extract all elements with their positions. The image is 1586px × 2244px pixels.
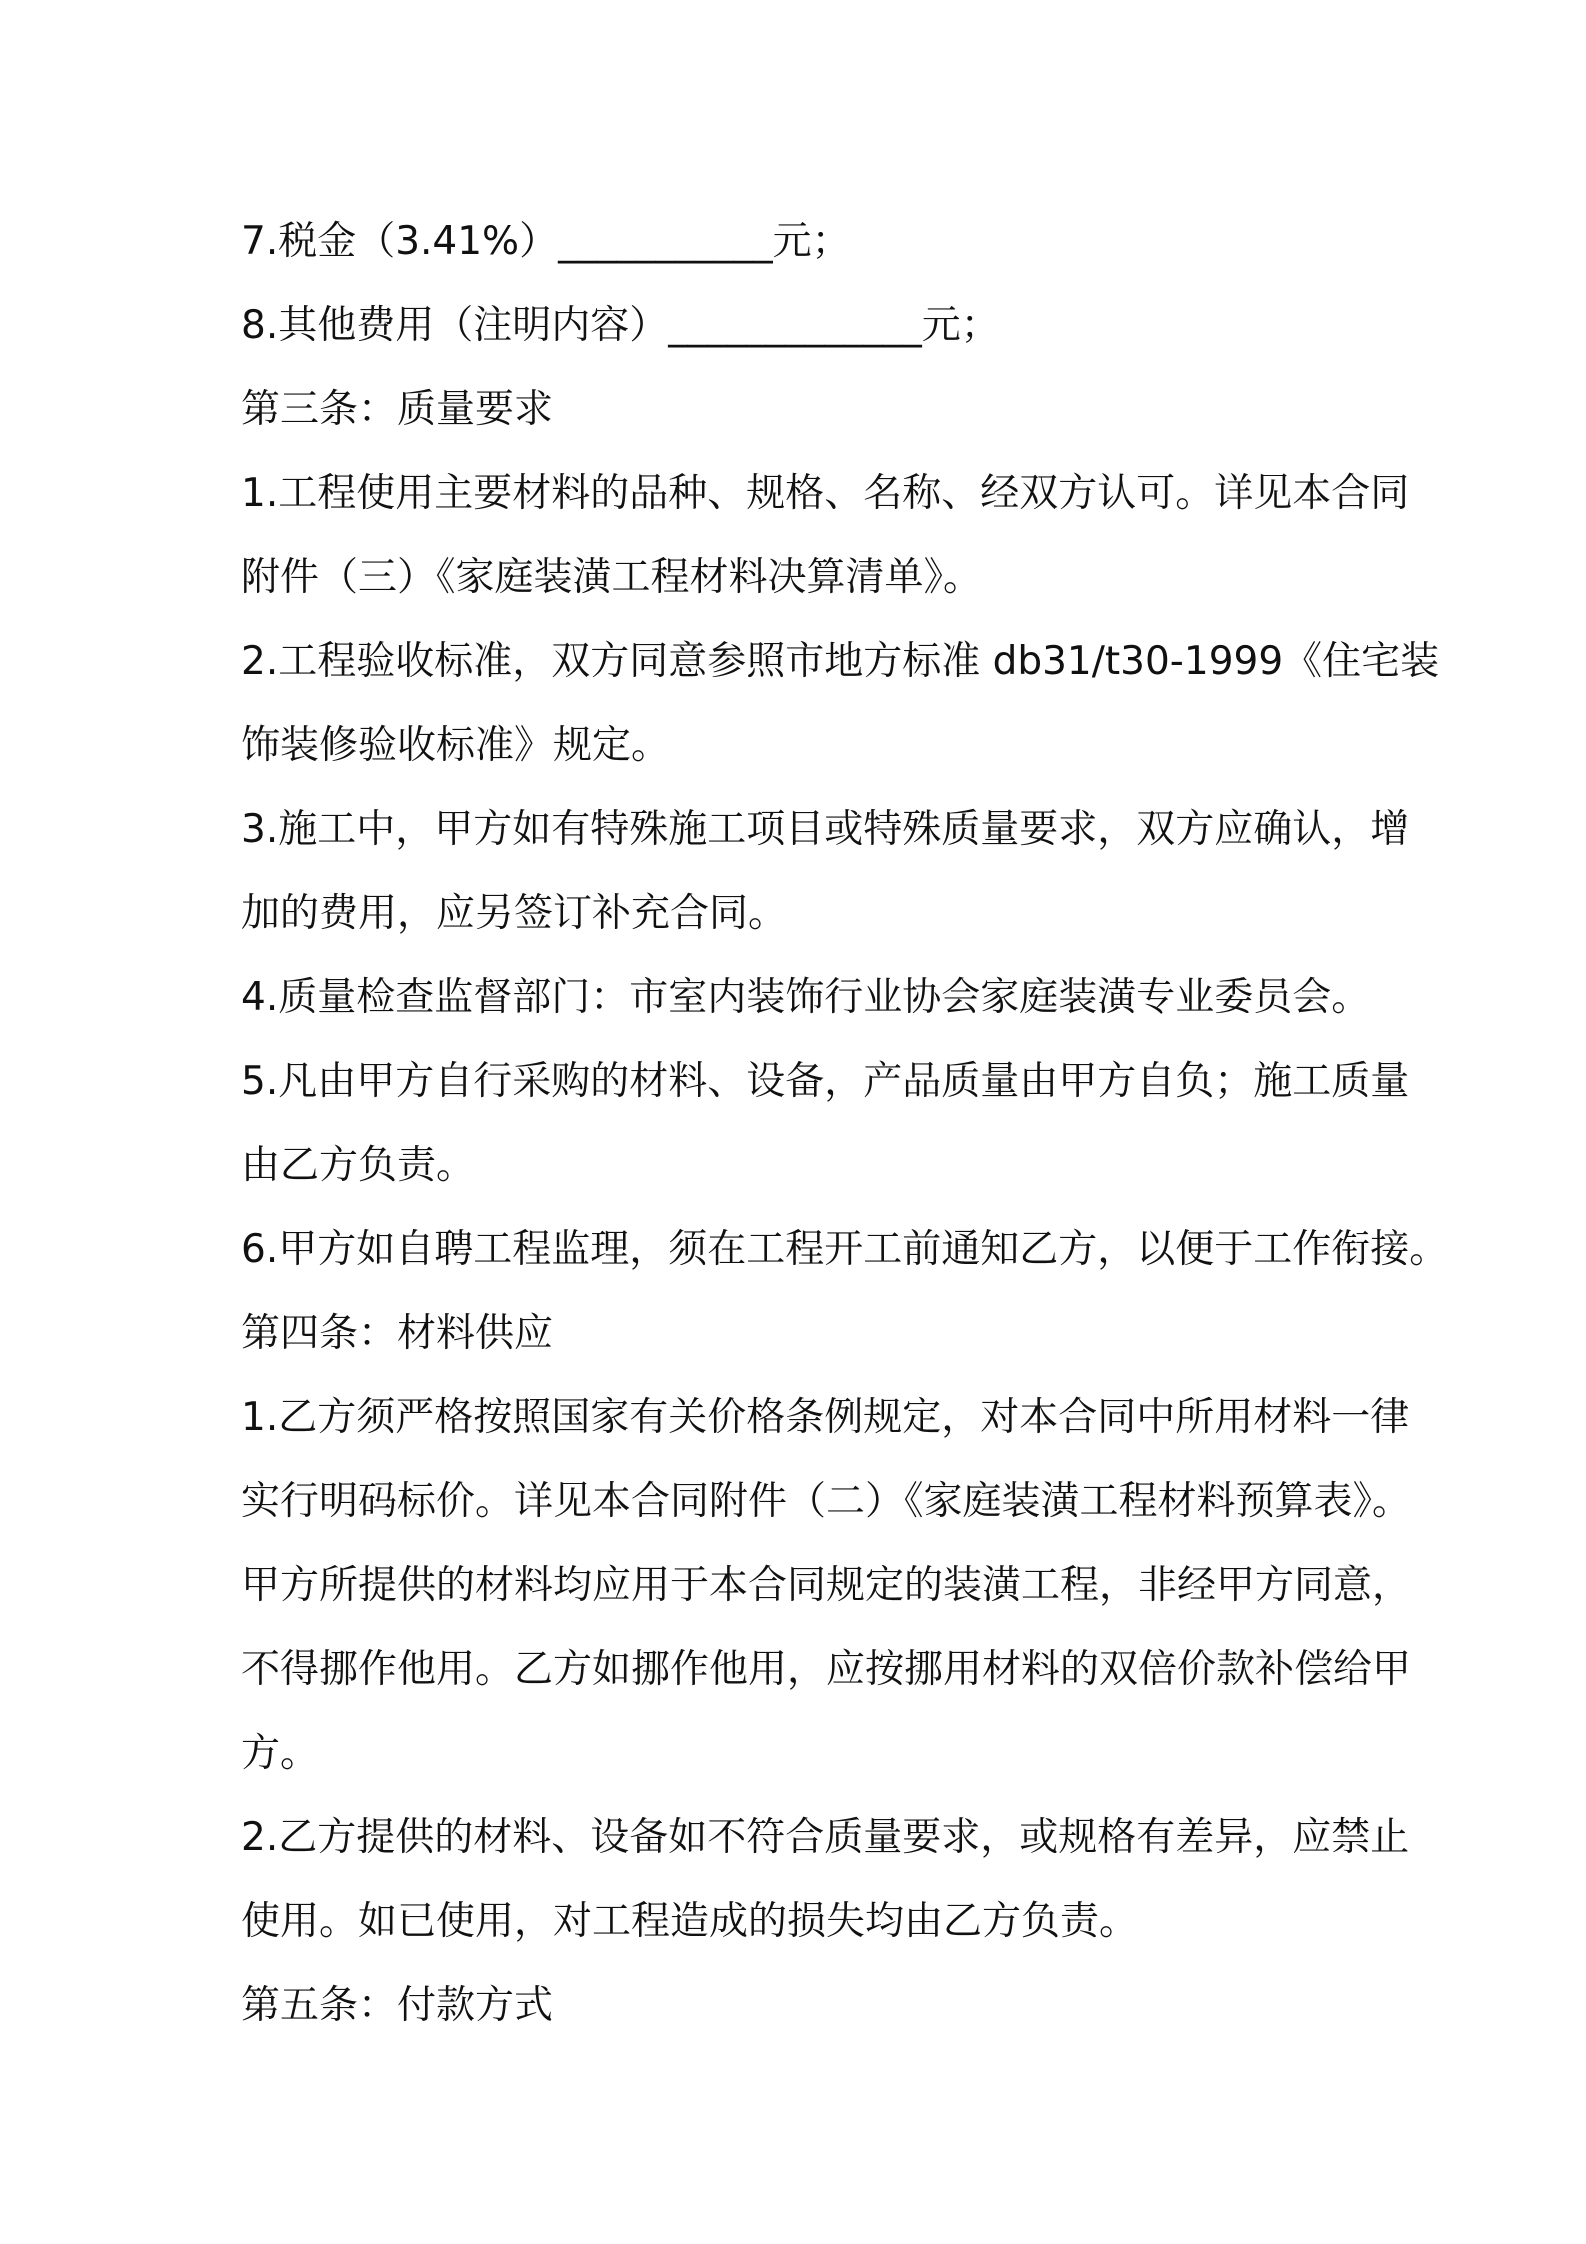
article-3-heading: 第三条：质量要求 [241,387,554,432]
article-4-item-1-cont: 甲方所提供的材料均应用于本合同规定的装潢工程，非经甲方同意， [241,1563,1412,1608]
document-body [241,200,1449,2048]
article-3-item-2-cont: 饰装修验收标准》规定。 [241,723,671,768]
article-3-item-2: 2.工程验收标准，双方同意参照市地方标准 db31/t30-1999《住宅装 [241,639,1440,684]
article-3-item-3-cont: 加的费用，应另签订补充合同。 [241,891,788,936]
article-3-item-5: 5.凡由甲方自行采购的材料、设备，产品质量由甲方自负；施工质量 [241,1059,1410,1104]
article-3-item-1: 1.工程使用主要材料的品种、规格、名称、经双方认可。详见本合同 [241,471,1410,516]
article-3-item-6: 6.甲方如自聘工程监理，须在工程开工前通知乙方，以便于工作衔接。 [241,1227,1449,1272]
article-4-item-1: 1.乙方须严格按照国家有关价格条例规定，对本合同中所用材料一律 [241,1395,1410,1440]
article-4-item-1-cont: 不得挪作他用。乙方如挪作他用，应按挪用材料的双倍价款补偿给甲 [241,1647,1412,1692]
article-4-item-2: 2.乙方提供的材料、设备如不符合质量要求，或规格有差异，应禁止 [241,1815,1410,1860]
article-3-item-3: 3.施工中，甲方如有特殊施工项目或特殊质量要求，双方应确认，增 [241,807,1410,852]
article-3-item-5-cont: 由乙方负责。 [241,1143,476,1188]
article-4-heading: 第四条：材料供应 [241,1311,554,1356]
article-3-item-1-cont: 附件（三）《家庭装潢工程材料决算清单》。 [241,555,983,600]
article-5-heading: 第五条：付款方式 [241,1983,554,2028]
article-4-item-1-cont: 实行明码标价。详见本合同附件（二）《家庭装潢工程材料预算表》。 [241,1479,1412,1524]
article-4-item-2-cont: 使用。如已使用，对工程造成的损失均由乙方负责。 [241,1899,1139,1944]
tax-line: 7.税金（3.41%）___________元； [241,219,851,264]
other-fees-line: 8.其他费用（注明内容）_____________元； [241,303,1000,348]
article-3-item-4: 4.质量检查监督部门：市室内装饰行业协会家庭装潢专业委员会。 [241,975,1371,1020]
article-4-item-1-cont: 方。 [241,1731,320,1776]
